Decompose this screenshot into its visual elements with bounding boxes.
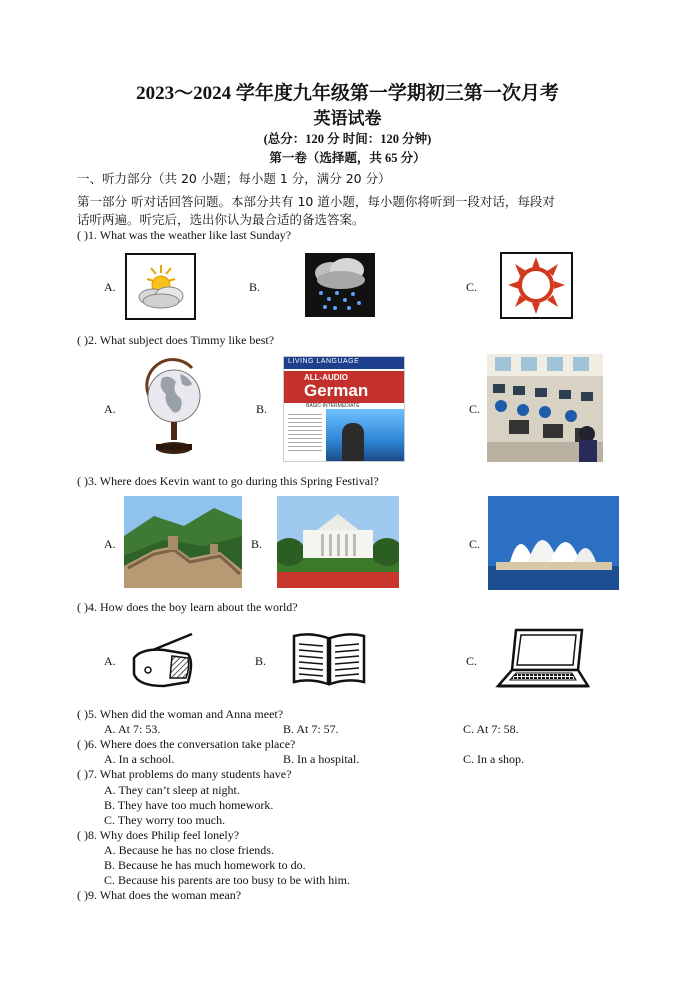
- option-text: B. They have too much homework.: [104, 798, 274, 812]
- option-label: C.: [469, 537, 481, 551]
- option-text: B. Because he has much homework to do.: [104, 858, 306, 872]
- question-stem: ( )1. What was the weather like last Sunday?: [77, 228, 292, 242]
- great-wall-photo: [124, 496, 242, 588]
- option-text: A. They can’t sleep at night.: [104, 783, 240, 797]
- question-stem: ( )7. What problems do many students have?: [77, 767, 292, 781]
- book-brand: LIVING LANGUAGE: [288, 358, 360, 365]
- option-label: B.: [251, 537, 263, 551]
- white-house-photo: [277, 496, 399, 588]
- book-series: ALL-AUDIO: [304, 373, 348, 382]
- option-text: B. At 7: 57.: [283, 722, 339, 736]
- question-stem: ( )2. What subject does Timmy like best?: [77, 333, 275, 347]
- option-text: A. Because he has no close friends.: [104, 843, 274, 857]
- german-book-cover: [283, 356, 405, 462]
- instruction-line-2: 话听两遍。听完后，选出你认为最合适的备选答案。: [77, 212, 365, 227]
- computer-lab-photo: [487, 354, 603, 462]
- question-stem: ( )6. Where does the conversation take place?: [77, 737, 296, 751]
- option-label: A.: [104, 280, 116, 294]
- option-text: C. They worry too much.: [104, 813, 226, 827]
- option-label: A.: [104, 402, 116, 416]
- section-heading: 一、听力部分（共 20 小题；每小题 1 分，满分 20 分）: [77, 171, 391, 186]
- question-stem: ( )3. Where does Kevin want to go during this Spring Festival?: [77, 474, 379, 488]
- option-text: C. At 7: 58.: [463, 722, 519, 736]
- exam-subtitle: 英语试卷: [313, 109, 382, 128]
- option-label: C.: [466, 654, 478, 668]
- book-language: German: [304, 381, 369, 400]
- laptop-icon: [494, 626, 592, 694]
- sunny-cloudy-icon: [125, 253, 196, 320]
- option-text: C. Because his parents are too busy to be with him.: [104, 873, 350, 887]
- option-label: A.: [104, 654, 116, 668]
- open-book-icon: [290, 630, 368, 688]
- score-time: (总分：120 分 时间：120 分钟): [263, 132, 432, 146]
- question-stem: ( )9. What does the woman mean?: [77, 888, 242, 902]
- question-stem: ( )5. When did the woman and Anna meet?: [77, 707, 284, 721]
- rain-cloud-icon: [305, 253, 375, 317]
- option-text: A. In a school.: [104, 752, 175, 766]
- question-stem: ( )4. How does the boy learn about the world?: [77, 600, 298, 614]
- option-label: B.: [256, 402, 268, 416]
- question-stem: ( )8. Why does Philip feel lonely?: [77, 828, 240, 842]
- volume-heading: 第一卷（选择题，共 65 分）: [269, 151, 426, 165]
- option-label: B.: [249, 280, 261, 294]
- radio-icon: [128, 630, 196, 690]
- option-label: A.: [104, 537, 116, 551]
- instruction-line-1: 第一部分 听对话回答问题。本部分共有 10 道小题，每小题你将听到一段对话，每段对: [77, 194, 555, 209]
- globe-icon: [140, 356, 206, 460]
- option-text: B. In a hospital.: [283, 752, 360, 766]
- sun-icon: [500, 252, 573, 319]
- option-text: A. At 7: 53.: [104, 722, 161, 736]
- exam-title: 2023～2024 学年度九年级第一学期初三第一次月考: [136, 83, 559, 104]
- sydney-opera-house-photo: [488, 496, 619, 590]
- option-label: C.: [466, 280, 478, 294]
- book-level: BASIC-INTERMEDIATE: [306, 403, 360, 409]
- option-label: C.: [469, 402, 481, 416]
- option-text: C. In a shop.: [463, 752, 524, 766]
- option-label: B.: [255, 654, 267, 668]
